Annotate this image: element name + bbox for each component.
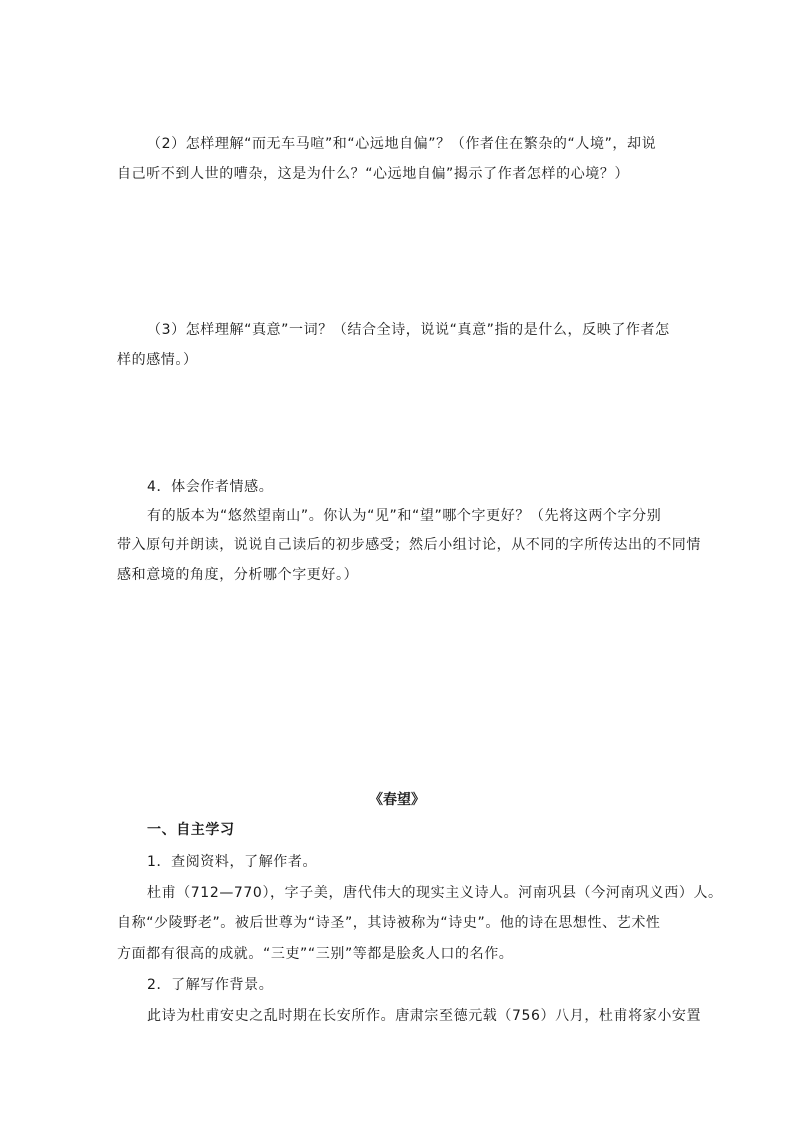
poem-title: 《春望》 — [369, 792, 425, 808]
item-1-heading: 1．查阅资料，了解作者。 — [147, 854, 318, 870]
author-bio-line-1: 杜甫（712—770），字子美，唐代伟大的现实主义诗人。河南巩县（今河南巩义西）人。 — [147, 885, 723, 901]
question-2-line-1: （2）怎样理解“而无车马喧”和“心远地自偏”？（作者住在繁杂的“人境”，却说 — [147, 136, 657, 152]
background-line-1: 此诗为杜甫安史之乱时期在长安所作。唐肃宗至德元载（756）八月，杜甫将家小安置 — [147, 1008, 702, 1024]
question-4-line-3: 感和意境的角度，分析哪个字更好。） — [117, 567, 359, 583]
section-heading: 一、自主学习 — [147, 822, 235, 838]
question-4-heading: 4．体会作者情感。 — [147, 479, 274, 495]
item-2-heading: 2．了解写作背景。 — [147, 977, 274, 993]
question-4-line-2: 带入原句并朗读，说说自己读后的初步感受；然后小组讨论，从不同的字所传达出的不同情 — [117, 537, 701, 553]
question-2-line-2: 自己听不到人世的嘈杂，这是为什么？“心远地自偏”揭示了作者怎样的心境？） — [117, 166, 630, 182]
question-3-line-1: （3）怎样理解“真意”一词？（结合全诗，说说“真意”指的是什么，反映了作者怎 — [147, 322, 670, 338]
question-3-line-2: 样的感情。） — [117, 352, 198, 368]
author-bio-line-2: 自称“少陵野老”。被后世尊为“诗圣”，其诗被称为“诗史”。他的诗在思想性、艺术性 — [117, 915, 661, 931]
author-bio-line-3: 方面都有很高的成就。“三吏”“三别”等都是脍炙人口的名作。 — [117, 946, 514, 962]
question-4-line-1: 有的版本为“悠然望南山”。你认为“见”和“望”哪个字更好？（先将这两个字分别 — [147, 508, 662, 524]
